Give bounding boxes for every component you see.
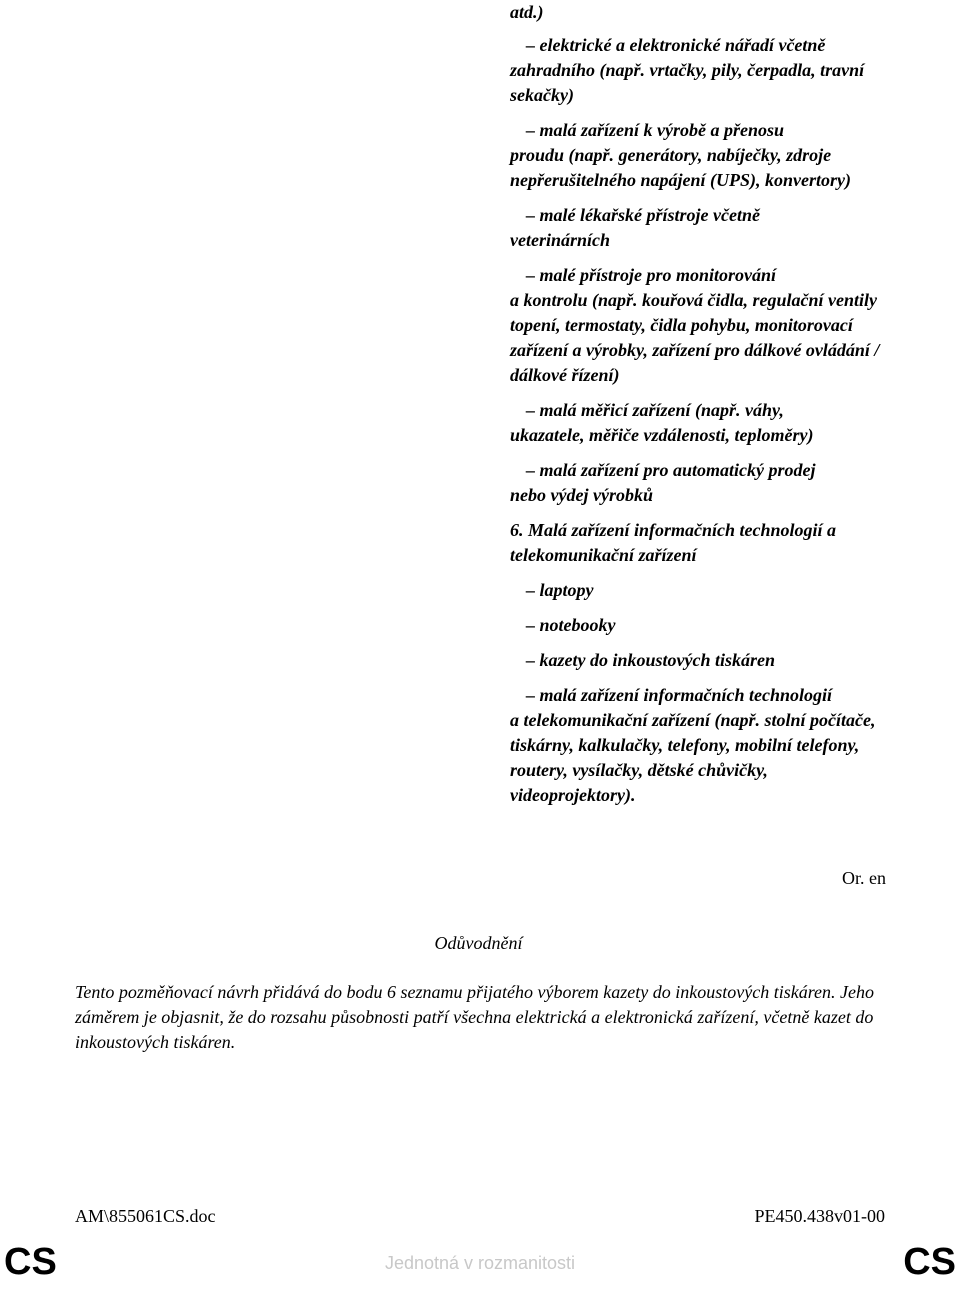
pe-reference: PE450.438v01-00 [754, 1206, 885, 1226]
sub-list-item: – laptopy [526, 580, 594, 600]
list-item: – malá zařízení pro automatický prodej nebo výdej výrobků [510, 460, 816, 505]
list-item: – malá zařízení k výrobě a přenosu proudu (např. generátory, nabíječky, zdroje nepřerušitelného napájení (UPS), konvertory) [510, 120, 852, 190]
sub-list-item: – malá zařízení informačních technologií a telekomunikační zařízení (např. stolní počítače, tiskárny, kalkulačky, telefony, mobilní telefony, routery, vysílačky, dětské chůvičky, videoprojektory). [510, 685, 876, 805]
sub-list-item: – kazety do inkoustových tiskáren [526, 650, 776, 670]
list-item: – elektrické a elektronické nářadí včetně zahradního (např. vrtačky, pily, čerpadla, travní sekačky) [510, 35, 865, 105]
document-reference: AM\855061CS.doc [75, 1206, 216, 1226]
justification-text: Tento pozměňovací návrh přidává do bodu 6 seznamu přijatého výborem kazety do inkoustových tiskáren. Jeho záměrem je objasnit, že do rozsahu působnosti patří všechna elektrická a elektronická zařízení, včetně kazet do inkoustových tiskáren. [75, 982, 875, 1052]
section-heading: 6. Malá zařízení informačních technologií a telekomunikační zařízení [510, 520, 837, 565]
language-code-right: CS [903, 1241, 956, 1283]
amendment-column [510, 0, 890, 808]
list-item: – malé přístroje pro monitorování a kontrolu (např. kouřová čidla, regulační ventily topení, termostaty, čidla pohybu, monitorovací zařízení a výrobky, zařízení pro dálkové ovládání / dálkové řízení) [510, 265, 880, 385]
eu-motto: Jednotná v rozmanitosti [384, 1253, 576, 1273]
list-item: – malé lékařské přístroje včetně veterinárních [510, 205, 760, 250]
sub-list-item: – notebooky [526, 615, 616, 635]
continuation-line: atd.) [510, 2, 544, 22]
justification-heading: Odůvodnění [434, 933, 523, 953]
language-code-left: CS [4, 1241, 57, 1283]
original-language-note: Or. en [842, 868, 886, 888]
list-item: – malá měřicí zařízení (např. váhy, ukazatele, měřiče vzdálenosti, teploměry) [510, 400, 814, 445]
